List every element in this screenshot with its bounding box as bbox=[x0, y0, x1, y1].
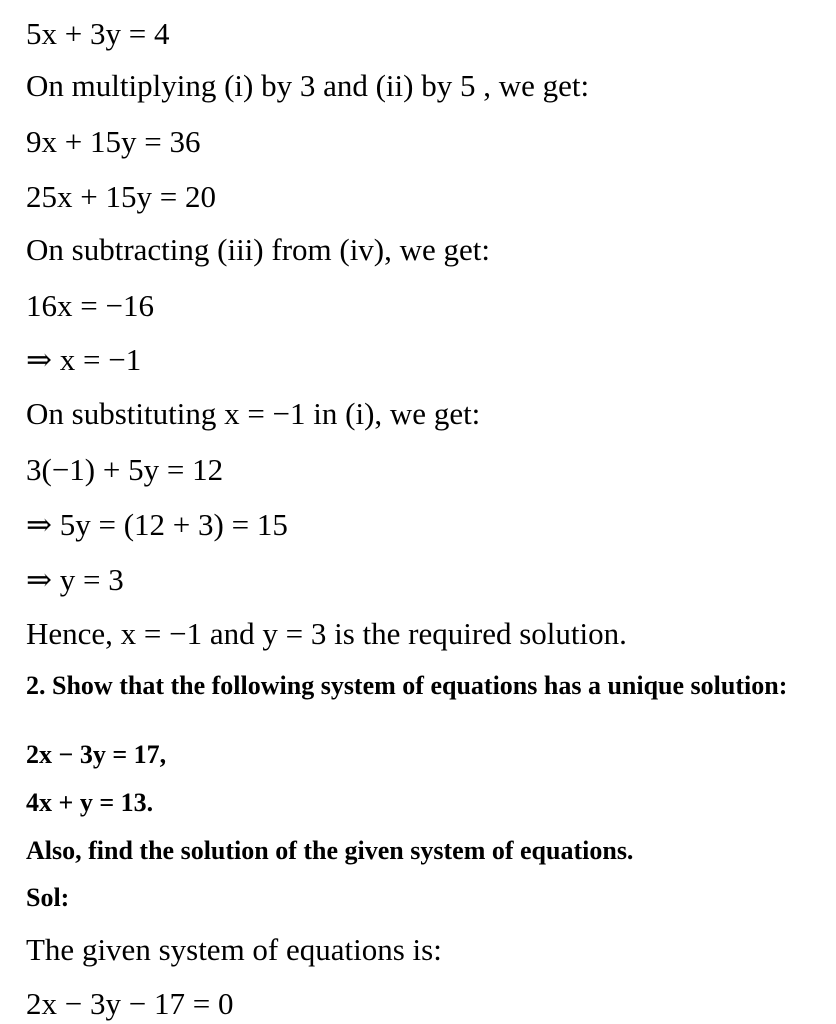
equation-line: 25x + 15y = 20 bbox=[26, 179, 216, 214]
text-line: The given system of equations is: bbox=[26, 932, 442, 967]
conclusion-line: Hence, x = −1 and y = 3 is the required solution. bbox=[26, 616, 627, 651]
equation-line: 9x + 15y = 36 bbox=[26, 124, 201, 159]
equation-line: 2x − 3y − 17 = 0 bbox=[26, 986, 234, 1021]
equation-line: 16x = −16 bbox=[26, 288, 154, 323]
text-line: On multiplying (i) by 3 and (ii) by 5 , we get: bbox=[26, 68, 590, 103]
text-line: On subtracting (iii) from (iv), we get: bbox=[26, 232, 491, 267]
equation-line: ⇒ x = −1 bbox=[26, 342, 142, 377]
text-line: On substituting x = −1 in (i), we get: bbox=[26, 396, 481, 431]
equation-line: ⇒ 5y = (12 + 3) = 15 bbox=[26, 507, 288, 542]
equation-line: 5x + 3y = 4 bbox=[26, 16, 170, 51]
solution-label: Sol: bbox=[26, 883, 70, 912]
equation-line: 3(−1) + 5y = 12 bbox=[26, 452, 224, 487]
question-equation: 2x − 3y = 17, bbox=[26, 740, 167, 769]
question-equation: 4x + y = 13. bbox=[26, 788, 154, 817]
question-instruction: Also, find the solution of the given system of equations. bbox=[26, 836, 634, 865]
equation-line: ⇒ y = 3 bbox=[26, 562, 124, 597]
question-title: 2. Show that the following system of equations has a unique solution: bbox=[26, 671, 788, 700]
